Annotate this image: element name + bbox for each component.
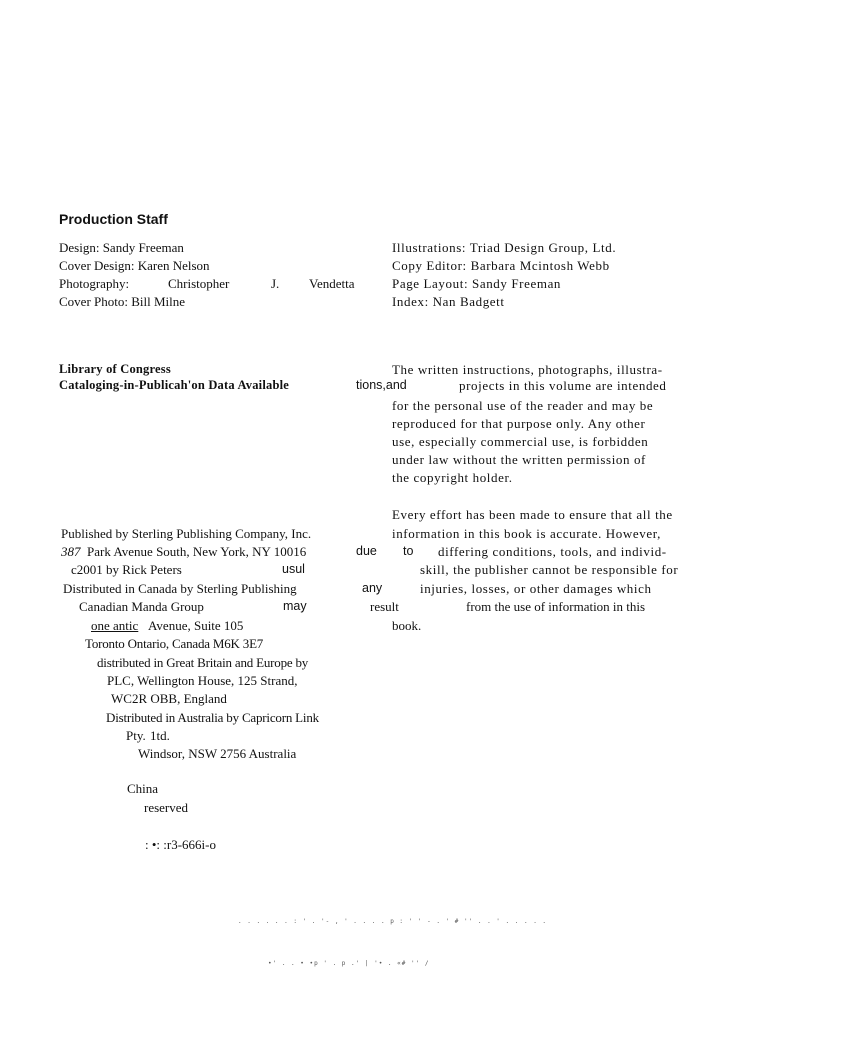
publisher-pty: Pty.: [126, 728, 146, 743]
publisher-australia: Distributed in Australia by Capricorn Link: [106, 710, 319, 725]
disclaimer-line-3c: differing conditions, tools, and individ-: [438, 544, 667, 559]
disclaimer-line-2: information in this book is accurate. However,: [392, 526, 661, 541]
disclaimer-line-3b: to: [403, 544, 414, 558]
notice-line-3: for the personal use of the reader and may be: [392, 398, 654, 413]
publisher-line-1: Published by Sterling Publishing Company, Inc.: [61, 526, 312, 541]
production-staff-heading: Production Staff: [59, 211, 168, 227]
credit-photography-last: Vendetta: [309, 276, 355, 291]
notice-line-5: use, especially commercial use, is forbidden: [392, 434, 649, 449]
scan-noise-line-1: . . . . . . : ' . '- , ' . . . . p : ' ' - . ' # '' . . ' . . . . .: [238, 918, 548, 925]
publisher-isbn: : •: :r3-666i-o: [145, 837, 216, 852]
credit-page-layout: Page Layout: Sandy Freeman: [392, 276, 562, 291]
publisher-suite: Avenue, Suite 105: [148, 618, 244, 633]
publisher-copyright: c2001 by Rick Peters: [71, 562, 182, 577]
library-of-congress-line2: Cataloging-in-Publicah'on Data Available: [59, 378, 290, 392]
publisher-street-number: 387: [61, 544, 81, 559]
publisher-china: China: [127, 781, 159, 796]
notice-line-4: reproduced for that purpose only. Any other: [392, 416, 646, 431]
notice-line-6: under law without the written permission of: [392, 452, 646, 467]
publisher-canadian-manda: Canadian Manda Group: [79, 599, 204, 614]
disclaimer-line-5a: any: [362, 581, 383, 595]
credit-cover-photo: Cover Photo: Bill Milne: [59, 294, 186, 309]
disclaimer-line-7: book.: [392, 618, 422, 633]
scan-noise-line-2: •' . . • •p ' . p .' | '• . «# '' /: [268, 960, 430, 967]
notice-line-1: The written instructions, photographs, illustra-: [392, 362, 663, 377]
credit-photography-label: Photography:: [59, 276, 130, 291]
notice-line-7: the copyright holder.: [392, 470, 513, 485]
disclaimer-line-4: skill, the publisher cannot be responsible for: [420, 562, 679, 577]
credit-photography-first: Christopher: [168, 276, 230, 291]
disclaimer-line-5b: injuries, losses, or other damages which: [420, 581, 652, 596]
publisher-wc2r: WC2R OBB, England: [111, 691, 227, 706]
disclaimer-line-1: Every effort has been made to ensure that all the: [392, 507, 673, 522]
credit-cover-design: Cover Design: Karen Nelson: [59, 258, 210, 273]
credit-index: Index: Nan Badgett: [392, 294, 505, 309]
credit-design: Design: Sandy Freeman: [59, 240, 184, 255]
disclaimer-line-6a: result: [370, 599, 399, 614]
publisher-wellington: PLC, Wellington House, 125 Strand,: [107, 673, 298, 688]
publisher-one-antic: one antic: [91, 618, 139, 633]
credit-copy-editor: Copy Editor: Barbara Mcintosh Webb: [392, 258, 610, 273]
publisher-ltd: 1td.: [150, 728, 170, 743]
publisher-windsor: Windsor, NSW 2756 Australia: [138, 746, 297, 761]
publisher-toronto: Toronto Ontario, Canada M6K 3E7: [85, 636, 264, 651]
credit-photography-initial: J.: [271, 276, 280, 291]
credit-illustrations: Illustrations: Triad Design Group, Ltd.: [392, 240, 617, 255]
notice-line-2b: projects in this volume are intended: [459, 378, 667, 393]
disclaimer-line-3a: due: [356, 544, 377, 558]
publisher-reserved: reserved: [144, 800, 189, 815]
library-of-congress-line1: Library of Congress: [59, 362, 171, 376]
publisher-canada-distribution: Distributed in Canada by Sterling Publishing: [63, 581, 297, 596]
publisher-may: may: [283, 599, 307, 613]
publisher-great-britain: distributed in Great Britain and Europe by: [97, 655, 309, 670]
notice-line-2a: tions,and: [356, 378, 407, 392]
publisher-usul: usul: [282, 562, 305, 576]
disclaimer-line-6b: from the use of information in this: [466, 599, 646, 614]
publisher-address: Park Avenue South, New York, NY 10016: [87, 544, 307, 559]
